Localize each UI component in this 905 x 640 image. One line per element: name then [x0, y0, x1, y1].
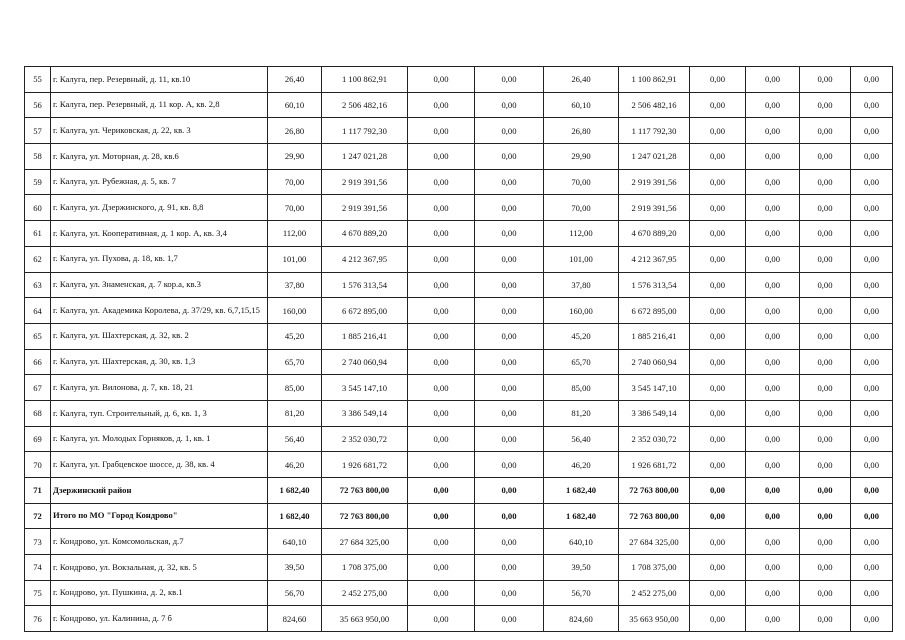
area-cell: 60,10	[544, 92, 619, 118]
value-cell: 0,00	[690, 426, 746, 452]
cost-cell: 2 506 482,16	[619, 92, 690, 118]
address-cell: Итого по МО "Город Кондрово"	[51, 503, 268, 529]
value-cell: 0,00	[475, 452, 544, 478]
cost-cell: 1 885 216,41	[619, 323, 690, 349]
value-cell: 0,00	[690, 92, 746, 118]
value-cell: 0,00	[746, 375, 800, 401]
value-cell: 0,00	[746, 400, 800, 426]
cost-cell: 1 708 375,00	[619, 555, 690, 581]
row-number: 64	[25, 298, 51, 324]
area-cell: 56,40	[268, 426, 322, 452]
value-cell: 0,00	[800, 478, 851, 504]
row-number: 63	[25, 272, 51, 298]
value-cell: 0,00	[408, 375, 475, 401]
cost-cell: 2 919 391,56	[619, 195, 690, 221]
cost-cell: 6 672 895,00	[619, 298, 690, 324]
value-cell: 0,00	[800, 503, 851, 529]
cost-cell: 1 576 313,54	[322, 272, 408, 298]
area-cell: 824,60	[544, 606, 619, 632]
value-cell: 0,00	[746, 323, 800, 349]
table-row	[25, 452, 893, 478]
cost-cell: 72 763 800,00	[322, 503, 408, 529]
cost-cell: 1 117 792,30	[619, 118, 690, 144]
value-cell: 0,00	[408, 478, 475, 504]
row-number: 59	[25, 169, 51, 195]
table-row	[25, 478, 893, 504]
value-cell: 0,00	[690, 349, 746, 375]
value-cell: 0,00	[851, 144, 893, 170]
table-body	[25, 67, 893, 632]
address-cell: г. Калуга, ул. Грабцевское шоссе, д. 38, кв. 4	[51, 452, 268, 478]
table-row	[25, 169, 893, 195]
cost-cell: 2 452 275,00	[322, 580, 408, 606]
value-cell: 0,00	[851, 246, 893, 272]
table-row	[25, 400, 893, 426]
address-cell: г. Кондрово, ул. Калинина, д. 7 б	[51, 606, 268, 632]
table-row	[25, 349, 893, 375]
cost-cell: 1 247 021,28	[322, 144, 408, 170]
area-cell: 81,20	[544, 400, 619, 426]
value-cell: 0,00	[851, 426, 893, 452]
table-row	[25, 272, 893, 298]
value-cell: 0,00	[800, 606, 851, 632]
table-row	[25, 323, 893, 349]
area-cell: 37,80	[544, 272, 619, 298]
address-cell: г. Кондрово, ул. Вокзальная, д. 32, кв. 5	[51, 555, 268, 581]
address-cell: г. Калуга, туп. Строительный, д. 6, кв. 1, 3	[51, 400, 268, 426]
row-number: 70	[25, 452, 51, 478]
value-cell: 0,00	[746, 349, 800, 375]
cost-cell: 2 352 030,72	[322, 426, 408, 452]
value-cell: 0,00	[475, 529, 544, 555]
value-cell: 0,00	[408, 503, 475, 529]
value-cell: 0,00	[746, 169, 800, 195]
value-cell: 0,00	[800, 144, 851, 170]
value-cell: 0,00	[800, 452, 851, 478]
value-cell: 0,00	[851, 478, 893, 504]
area-cell: 640,10	[544, 529, 619, 555]
address-cell: г. Кондрово, ул. Пушкина, д. 2, кв.1	[51, 580, 268, 606]
value-cell: 0,00	[408, 169, 475, 195]
area-cell: 70,00	[268, 195, 322, 221]
row-number: 68	[25, 400, 51, 426]
value-cell: 0,00	[475, 92, 544, 118]
value-cell: 0,00	[800, 323, 851, 349]
area-cell: 46,20	[268, 452, 322, 478]
row-number: 71	[25, 478, 51, 504]
cost-cell: 1 100 862,91	[619, 67, 690, 93]
address-cell: г. Калуга, пер. Резервный, д. 11 кор. А, кв. 2,8	[51, 92, 268, 118]
cost-cell: 2 506 482,16	[322, 92, 408, 118]
housing-register-table	[24, 66, 893, 632]
cost-cell: 3 545 147,10	[322, 375, 408, 401]
area-cell: 45,20	[544, 323, 619, 349]
table-row	[25, 298, 893, 324]
table-row	[25, 529, 893, 555]
value-cell: 0,00	[746, 426, 800, 452]
area-cell: 70,00	[544, 169, 619, 195]
address-cell: г. Калуга, ул. Молодых Горняков, д. 1, кв. 1	[51, 426, 268, 452]
value-cell: 0,00	[475, 426, 544, 452]
value-cell: 0,00	[690, 195, 746, 221]
cost-cell: 35 663 950,00	[619, 606, 690, 632]
value-cell: 0,00	[690, 221, 746, 247]
value-cell: 0,00	[746, 92, 800, 118]
value-cell: 0,00	[475, 375, 544, 401]
row-number: 57	[25, 118, 51, 144]
address-cell: г. Калуга, ул. Шахтерская, д. 30, кв. 1,3	[51, 349, 268, 375]
row-number: 58	[25, 144, 51, 170]
area-cell: 81,20	[268, 400, 322, 426]
address-cell: Дзержинский район	[51, 478, 268, 504]
value-cell: 0,00	[475, 272, 544, 298]
cost-cell: 27 684 325,00	[322, 529, 408, 555]
address-cell: г. Калуга, ул. Пухова, д. 18, кв. 1,7	[51, 246, 268, 272]
row-number: 69	[25, 426, 51, 452]
value-cell: 0,00	[851, 375, 893, 401]
value-cell: 0,00	[746, 503, 800, 529]
value-cell: 0,00	[800, 426, 851, 452]
value-cell: 0,00	[851, 221, 893, 247]
value-cell: 0,00	[746, 118, 800, 144]
table-row	[25, 67, 893, 93]
table-row	[25, 555, 893, 581]
cost-cell: 4 212 367,95	[619, 246, 690, 272]
value-cell: 0,00	[851, 195, 893, 221]
value-cell: 0,00	[800, 349, 851, 375]
value-cell: 0,00	[851, 580, 893, 606]
row-number: 65	[25, 323, 51, 349]
value-cell: 0,00	[408, 221, 475, 247]
area-cell: 37,80	[268, 272, 322, 298]
area-cell: 824,60	[268, 606, 322, 632]
value-cell: 0,00	[851, 503, 893, 529]
row-number: 75	[25, 580, 51, 606]
address-cell: г. Калуга, ул. Моторная, д. 28, кв.6	[51, 144, 268, 170]
value-cell: 0,00	[800, 555, 851, 581]
area-cell: 85,00	[268, 375, 322, 401]
area-cell: 1 682,40	[268, 478, 322, 504]
table-row	[25, 144, 893, 170]
value-cell: 0,00	[800, 529, 851, 555]
value-cell: 0,00	[475, 118, 544, 144]
area-cell: 112,00	[268, 221, 322, 247]
value-cell: 0,00	[408, 529, 475, 555]
cost-cell: 6 672 895,00	[322, 298, 408, 324]
address-cell: г. Калуга, ул. Кооперативная, д. 1 кор. А, кв. 3,4	[51, 221, 268, 247]
value-cell: 0,00	[800, 272, 851, 298]
value-cell: 0,00	[408, 452, 475, 478]
area-cell: 85,00	[544, 375, 619, 401]
table-row	[25, 426, 893, 452]
value-cell: 0,00	[408, 349, 475, 375]
area-cell: 29,90	[268, 144, 322, 170]
table-row	[25, 195, 893, 221]
area-cell: 101,00	[268, 246, 322, 272]
table-row	[25, 92, 893, 118]
area-cell: 46,20	[544, 452, 619, 478]
row-number: 60	[25, 195, 51, 221]
value-cell: 0,00	[800, 169, 851, 195]
area-cell: 65,70	[268, 349, 322, 375]
value-cell: 0,00	[800, 400, 851, 426]
cost-cell: 1 885 216,41	[322, 323, 408, 349]
value-cell: 0,00	[851, 529, 893, 555]
value-cell: 0,00	[475, 246, 544, 272]
cost-cell: 72 763 800,00	[619, 478, 690, 504]
cost-cell: 2 352 030,72	[619, 426, 690, 452]
address-cell: г. Калуга, ул. Чериковская, д. 22, кв. 3	[51, 118, 268, 144]
value-cell: 0,00	[408, 555, 475, 581]
value-cell: 0,00	[851, 606, 893, 632]
cost-cell: 3 386 549,14	[619, 400, 690, 426]
value-cell: 0,00	[851, 118, 893, 144]
value-cell: 0,00	[475, 400, 544, 426]
value-cell: 0,00	[746, 529, 800, 555]
area-cell: 26,40	[268, 67, 322, 93]
value-cell: 0,00	[690, 580, 746, 606]
value-cell: 0,00	[746, 144, 800, 170]
area-cell: 112,00	[544, 221, 619, 247]
cost-cell: 1 247 021,28	[619, 144, 690, 170]
area-cell: 65,70	[544, 349, 619, 375]
value-cell: 0,00	[746, 478, 800, 504]
area-cell: 70,00	[544, 195, 619, 221]
value-cell: 0,00	[408, 298, 475, 324]
value-cell: 0,00	[800, 246, 851, 272]
table-row	[25, 580, 893, 606]
address-cell: г. Калуга, ул. Шахтерская, д. 32, кв. 2	[51, 323, 268, 349]
area-cell: 1 682,40	[544, 503, 619, 529]
value-cell: 0,00	[746, 67, 800, 93]
value-cell: 0,00	[475, 580, 544, 606]
value-cell: 0,00	[475, 349, 544, 375]
value-cell: 0,00	[408, 67, 475, 93]
value-cell: 0,00	[475, 555, 544, 581]
value-cell: 0,00	[408, 323, 475, 349]
address-cell: г. Калуга, ул. Знаменская, д. 7 кор.а, кв.3	[51, 272, 268, 298]
value-cell: 0,00	[800, 298, 851, 324]
value-cell: 0,00	[690, 144, 746, 170]
table-row	[25, 375, 893, 401]
row-number: 73	[25, 529, 51, 555]
area-cell: 56,40	[544, 426, 619, 452]
cost-cell: 2 919 391,56	[322, 195, 408, 221]
table-row	[25, 246, 893, 272]
value-cell: 0,00	[475, 298, 544, 324]
value-cell: 0,00	[408, 195, 475, 221]
document-table-page	[24, 66, 892, 632]
cost-cell: 4 670 889,20	[322, 221, 408, 247]
value-cell: 0,00	[746, 246, 800, 272]
value-cell: 0,00	[800, 92, 851, 118]
value-cell: 0,00	[690, 452, 746, 478]
row-number: 74	[25, 555, 51, 581]
value-cell: 0,00	[851, 452, 893, 478]
value-cell: 0,00	[475, 606, 544, 632]
row-number: 61	[25, 221, 51, 247]
area-cell: 60,10	[268, 92, 322, 118]
cost-cell: 2 740 060,94	[322, 349, 408, 375]
cost-cell: 3 545 147,10	[619, 375, 690, 401]
value-cell: 0,00	[851, 323, 893, 349]
cost-cell: 2 452 275,00	[619, 580, 690, 606]
value-cell: 0,00	[408, 400, 475, 426]
value-cell: 0,00	[690, 555, 746, 581]
table-row	[25, 221, 893, 247]
value-cell: 0,00	[408, 426, 475, 452]
cost-cell: 4 670 889,20	[619, 221, 690, 247]
cost-cell: 72 763 800,00	[322, 478, 408, 504]
value-cell: 0,00	[800, 221, 851, 247]
area-cell: 640,10	[268, 529, 322, 555]
value-cell: 0,00	[800, 580, 851, 606]
area-cell: 56,70	[544, 580, 619, 606]
area-cell: 29,90	[544, 144, 619, 170]
value-cell: 0,00	[408, 272, 475, 298]
cost-cell: 2 919 391,56	[322, 169, 408, 195]
value-cell: 0,00	[851, 67, 893, 93]
area-cell: 1 682,40	[268, 503, 322, 529]
cost-cell: 2 740 060,94	[619, 349, 690, 375]
cost-cell: 4 212 367,95	[322, 246, 408, 272]
area-cell: 70,00	[268, 169, 322, 195]
cost-cell: 72 763 800,00	[619, 503, 690, 529]
cost-cell: 1 926 681,72	[619, 452, 690, 478]
value-cell: 0,00	[800, 375, 851, 401]
address-cell: г. Калуга, ул. Рубежная, д. 5, кв. 7	[51, 169, 268, 195]
value-cell: 0,00	[690, 67, 746, 93]
address-cell: г. Калуга, ул. Академика Королева, д. 37/29, кв. 6,7,15,15	[51, 298, 268, 324]
value-cell: 0,00	[690, 478, 746, 504]
area-cell: 160,00	[268, 298, 322, 324]
area-cell: 56,70	[268, 580, 322, 606]
value-cell: 0,00	[746, 606, 800, 632]
value-cell: 0,00	[475, 169, 544, 195]
area-cell: 39,50	[268, 555, 322, 581]
cost-cell: 1 926 681,72	[322, 452, 408, 478]
value-cell: 0,00	[475, 67, 544, 93]
value-cell: 0,00	[690, 503, 746, 529]
address-cell: г. Калуга, пер. Резервный, д. 11, кв.10	[51, 67, 268, 93]
row-number: 72	[25, 503, 51, 529]
value-cell: 0,00	[746, 580, 800, 606]
value-cell: 0,00	[475, 221, 544, 247]
area-cell: 26,80	[544, 118, 619, 144]
area-cell: 45,20	[268, 323, 322, 349]
cost-cell: 35 663 950,00	[322, 606, 408, 632]
cost-cell: 1 576 313,54	[619, 272, 690, 298]
cost-cell: 3 386 549,14	[322, 400, 408, 426]
value-cell: 0,00	[690, 529, 746, 555]
value-cell: 0,00	[800, 118, 851, 144]
value-cell: 0,00	[690, 272, 746, 298]
row-number: 67	[25, 375, 51, 401]
area-cell: 101,00	[544, 246, 619, 272]
value-cell: 0,00	[408, 606, 475, 632]
value-cell: 0,00	[690, 323, 746, 349]
value-cell: 0,00	[851, 349, 893, 375]
cost-cell: 1 117 792,30	[322, 118, 408, 144]
value-cell: 0,00	[475, 478, 544, 504]
area-cell: 26,80	[268, 118, 322, 144]
area-cell: 1 682,40	[544, 478, 619, 504]
value-cell: 0,00	[475, 323, 544, 349]
area-cell: 160,00	[544, 298, 619, 324]
value-cell: 0,00	[408, 144, 475, 170]
value-cell: 0,00	[690, 169, 746, 195]
value-cell: 0,00	[746, 221, 800, 247]
value-cell: 0,00	[851, 169, 893, 195]
cost-cell: 1 708 375,00	[322, 555, 408, 581]
value-cell: 0,00	[746, 555, 800, 581]
value-cell: 0,00	[851, 400, 893, 426]
value-cell: 0,00	[475, 503, 544, 529]
address-cell: г. Кондрово, ул. Комсомольская, д.7	[51, 529, 268, 555]
value-cell: 0,00	[690, 118, 746, 144]
value-cell: 0,00	[746, 195, 800, 221]
value-cell: 0,00	[408, 118, 475, 144]
value-cell: 0,00	[851, 272, 893, 298]
value-cell: 0,00	[475, 144, 544, 170]
value-cell: 0,00	[800, 67, 851, 93]
area-cell: 26,40	[544, 67, 619, 93]
value-cell: 0,00	[690, 400, 746, 426]
cost-cell: 27 684 325,00	[619, 529, 690, 555]
area-cell: 39,50	[544, 555, 619, 581]
value-cell: 0,00	[851, 298, 893, 324]
value-cell: 0,00	[746, 298, 800, 324]
value-cell: 0,00	[690, 298, 746, 324]
address-cell: г. Калуга, ул. Дзержинского, д. 91, кв. 8,8	[51, 195, 268, 221]
row-number: 55	[25, 67, 51, 93]
value-cell: 0,00	[851, 555, 893, 581]
table-row	[25, 503, 893, 529]
row-number: 76	[25, 606, 51, 632]
value-cell: 0,00	[475, 195, 544, 221]
cost-cell: 2 919 391,56	[619, 169, 690, 195]
row-number: 56	[25, 92, 51, 118]
row-number: 62	[25, 246, 51, 272]
row-number: 66	[25, 349, 51, 375]
table-row	[25, 118, 893, 144]
cost-cell: 1 100 862,91	[322, 67, 408, 93]
value-cell: 0,00	[746, 272, 800, 298]
table-row	[25, 606, 893, 632]
value-cell: 0,00	[800, 195, 851, 221]
value-cell: 0,00	[408, 92, 475, 118]
value-cell: 0,00	[690, 375, 746, 401]
value-cell: 0,00	[851, 92, 893, 118]
value-cell: 0,00	[408, 246, 475, 272]
value-cell: 0,00	[746, 452, 800, 478]
value-cell: 0,00	[690, 606, 746, 632]
address-cell: г. Калуга, ул. Вилонова, д. 7, кв. 18, 21	[51, 375, 268, 401]
value-cell: 0,00	[690, 246, 746, 272]
value-cell: 0,00	[408, 580, 475, 606]
